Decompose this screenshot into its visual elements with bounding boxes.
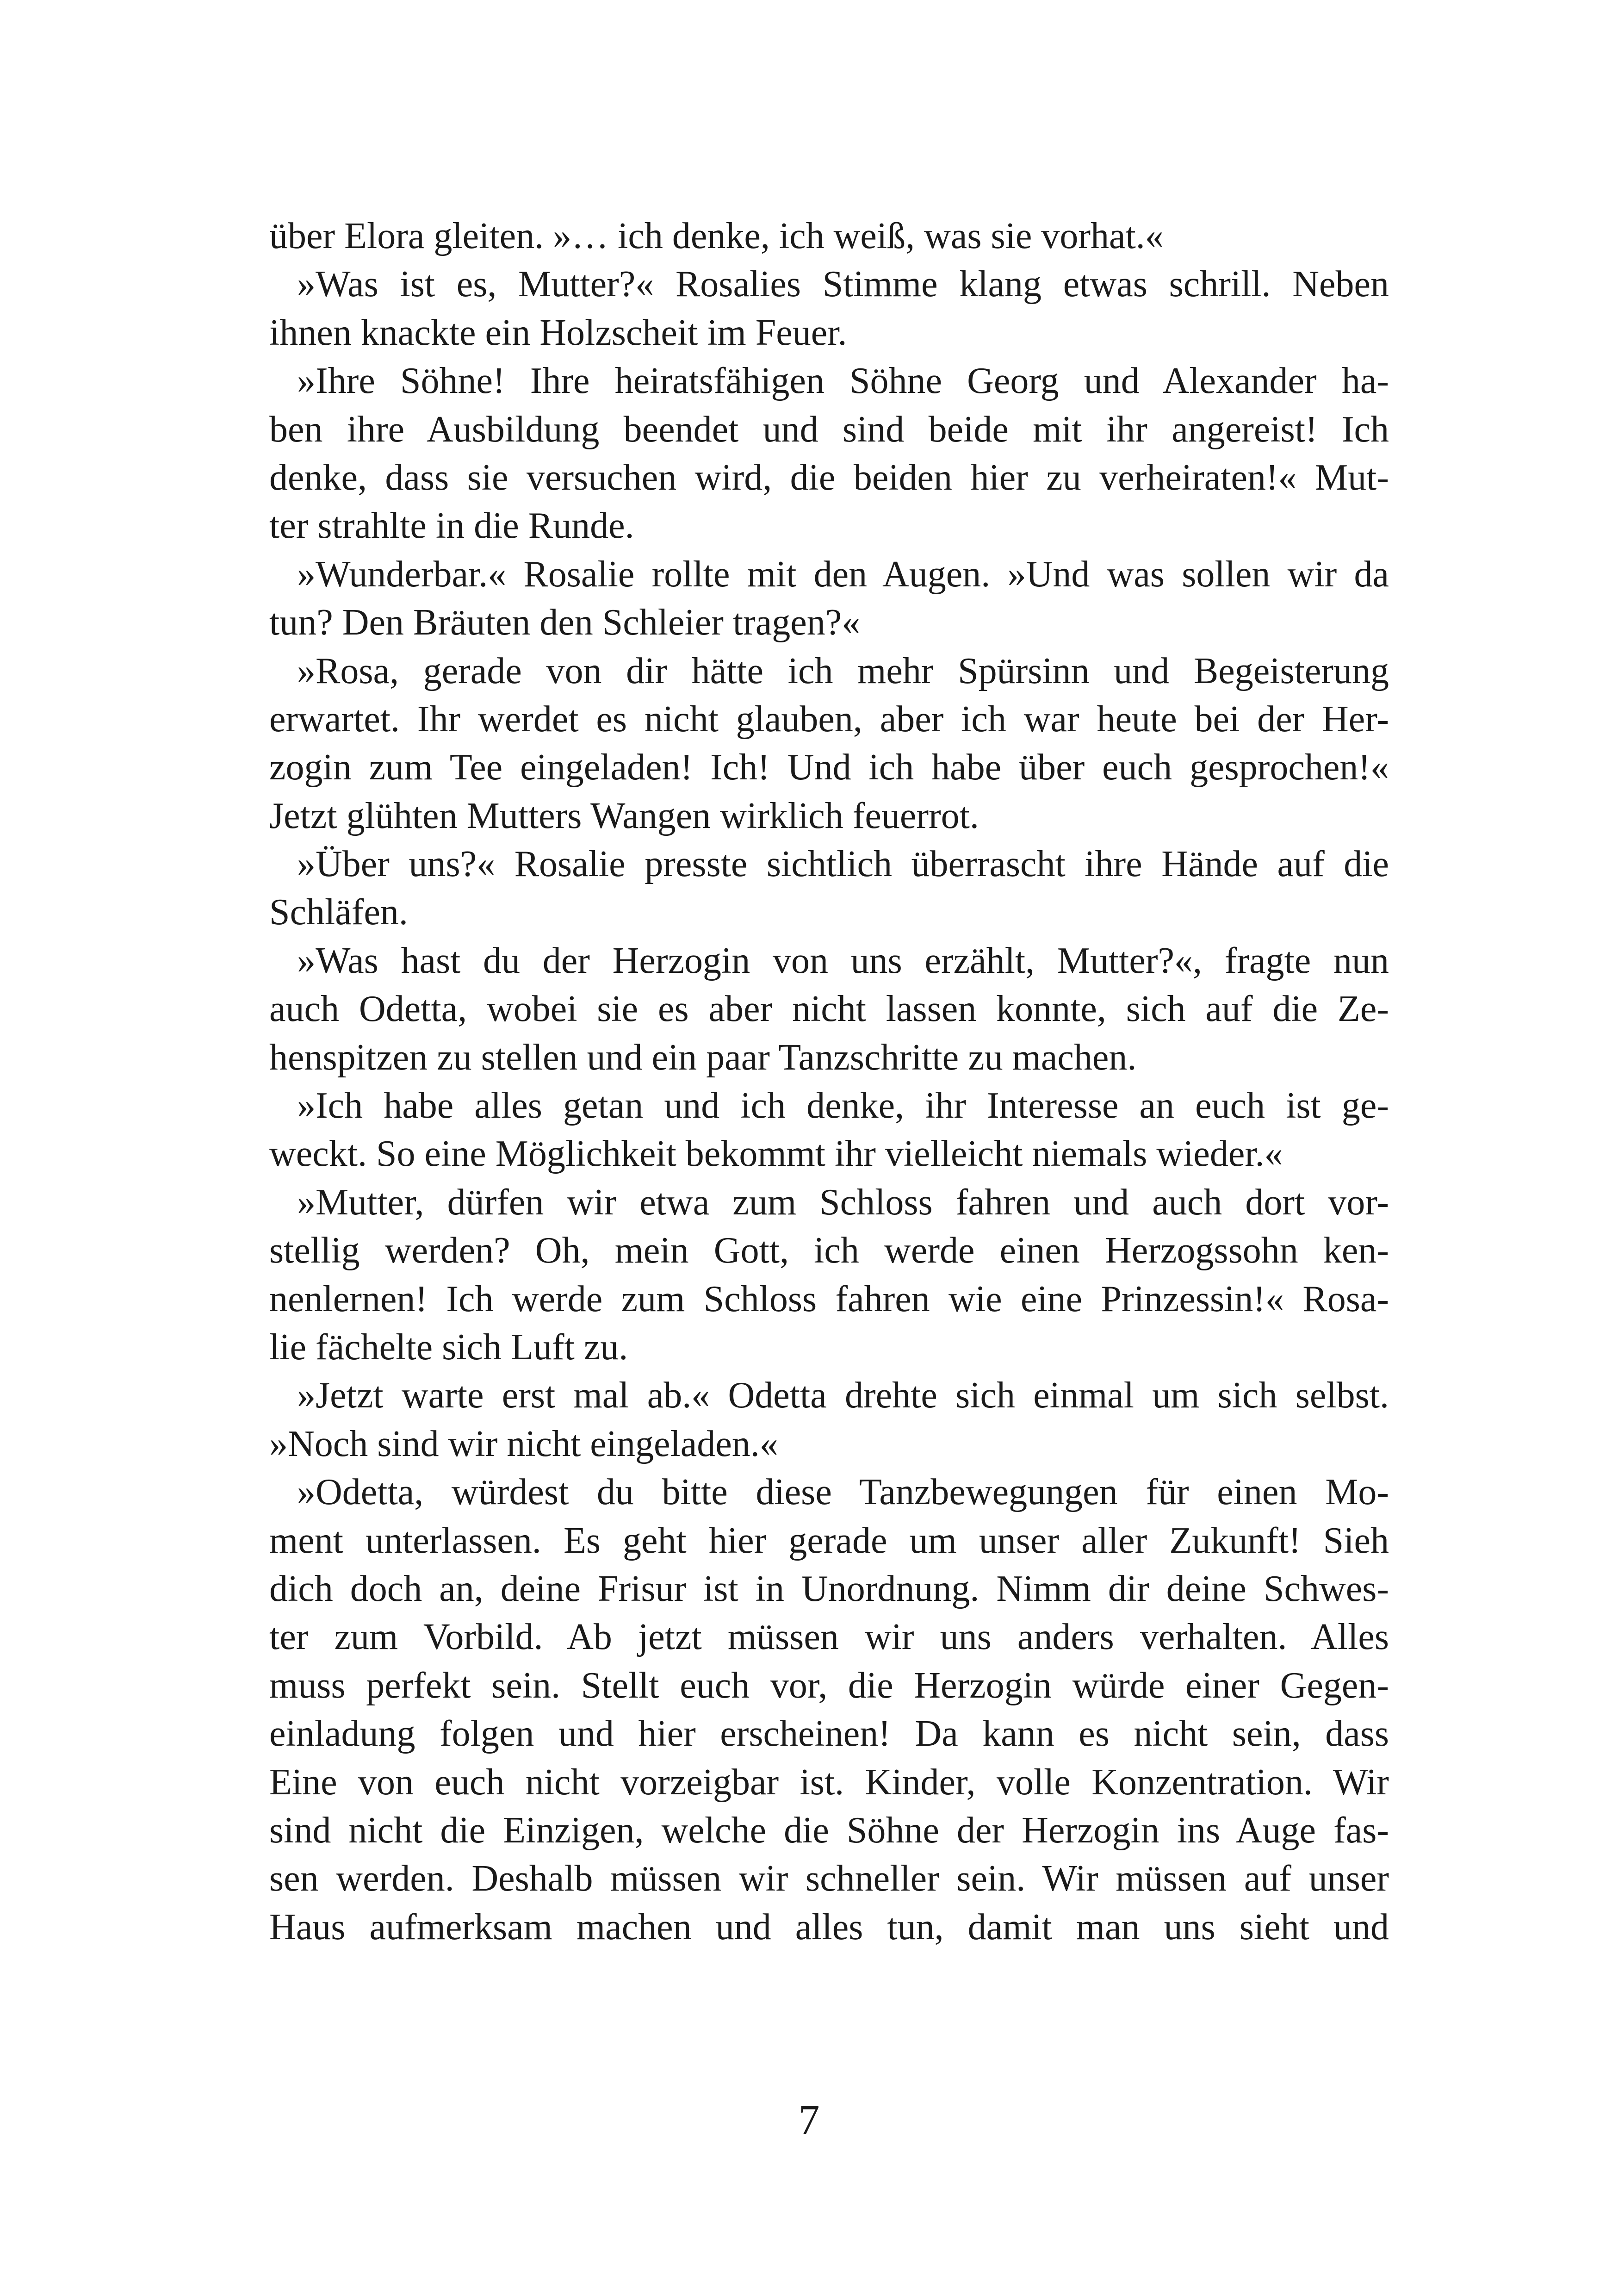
text-line: »Jetzt warte erst mal ab.« Odetta drehte sich einmal um sich selbst. — [297, 1375, 1389, 1416]
text-line: zogin zum Tee eingeladen! Ich! Und ich habe über euch gesprochen!« — [269, 747, 1389, 788]
text-line: ben ihre Ausbildung beendet und sind beide mit ihr angereist! Ich — [269, 409, 1389, 450]
text-line: tun? Den Bräuten den Schleier tragen?« — [269, 602, 861, 643]
text-line: sind nicht die Einzigen, welche die Söhne der Herzogin ins Auge fas- — [269, 1810, 1389, 1851]
text-line: »Ihre Söhne! Ihre heiratsfähigen Söhne Georg und Alexander ha- — [297, 361, 1389, 402]
text-line: Eine von euch nicht vorzeigbar ist. Kinder, volle Konzentration. Wir — [269, 1761, 1389, 1803]
text-line: erwartet. Ihr werdet es nicht glauben, aber ich war heute bei der Her- — [269, 698, 1389, 740]
text-line: dich doch an, deine Frisur ist in Unordnung. Nimm dir deine Schwes- — [269, 1568, 1389, 1609]
text-line: weckt. So eine Möglichkeit bekommt ihr vielleicht niemals wieder.« — [269, 1133, 1283, 1175]
text-line: »Was ist es, Mutter?« Rosalies Stimme klang etwas schrill. Neben — [297, 264, 1389, 305]
body-text — [269, 212, 1389, 1951]
text-line: ter strahlte in die Runde. — [269, 505, 634, 547]
text-line: Haus aufmerksam machen und alles tun, damit man uns sieht und — [269, 1906, 1389, 1948]
text-line: ihnen knackte ein Holzscheit im Feuer. — [269, 312, 847, 353]
text-line: über Elora gleiten. »… ich denke, ich weiß, was sie vorhat.« — [269, 216, 1164, 256]
text-line: Jetzt glühten Mutters Wangen wirklich feuerrot. — [269, 795, 979, 836]
text-line: »Wunderbar.« Rosalie rollte mit den Augen. »Und was sollen wir da — [297, 554, 1389, 595]
text-line: einladung folgen und hier erscheinen! Da kann es nicht sein, dass — [269, 1713, 1389, 1755]
text-line: »Was hast du der Herzogin von uns erzählt, Mutter?«, fragte nun — [297, 940, 1389, 981]
text-line: muss perfekt sein. Stellt euch vor, die Herzogin würde einer Gegen- — [269, 1665, 1389, 1706]
text-line: »Noch sind wir nicht eingeladen.« — [269, 1423, 778, 1464]
text-line: lie fächelte sich Luft zu. — [269, 1326, 628, 1368]
text-line: »Odetta, würdest du bitte diese Tanzbewegungen für einen Mo- — [297, 1472, 1389, 1513]
text-line: »Rosa, gerade von dir hätte ich mehr Spürsinn und Begeisterung — [297, 650, 1389, 691]
text-line: ment unterlassen. Es geht hier gerade um unser aller Zukunft! Sieh — [269, 1520, 1389, 1561]
text-line: Schläfen. — [269, 892, 408, 933]
text-line: auch Odetta, wobei sie es aber nicht lassen konnte, sich auf die Ze- — [269, 989, 1389, 1030]
text-line: »Mutter, dürfen wir etwa zum Schloss fahren und auch dort vor- — [297, 1182, 1389, 1223]
page-number: 7 — [798, 2096, 820, 2143]
text-line: »Über uns?« Rosalie presste sichtlich überrascht ihre Hände auf die — [297, 844, 1389, 885]
text-line: sen werden. Deshalb müssen wir schneller sein. Wir müssen auf unser — [269, 1858, 1389, 1899]
text-line: denke, dass sie versuchen wird, die beiden hier zu verheiraten!« Mut- — [269, 457, 1389, 498]
text-line: »Ich habe alles getan und ich denke, ihr Interesse an euch ist ge- — [297, 1085, 1389, 1126]
text-line: stellig werden? Oh, mein Gott, ich werde einen Herzogssohn ken- — [269, 1230, 1389, 1271]
text-line: ter zum Vorbild. Ab jetzt müssen wir uns anders verhalten. Alles — [269, 1617, 1389, 1658]
text-line: nenlernen! Ich werde zum Schloss fahren wie eine Prinzessin!« Rosa- — [269, 1278, 1389, 1319]
text-line: henspitzen zu stellen und ein paar Tanzschritte zu machen. — [269, 1037, 1137, 1078]
